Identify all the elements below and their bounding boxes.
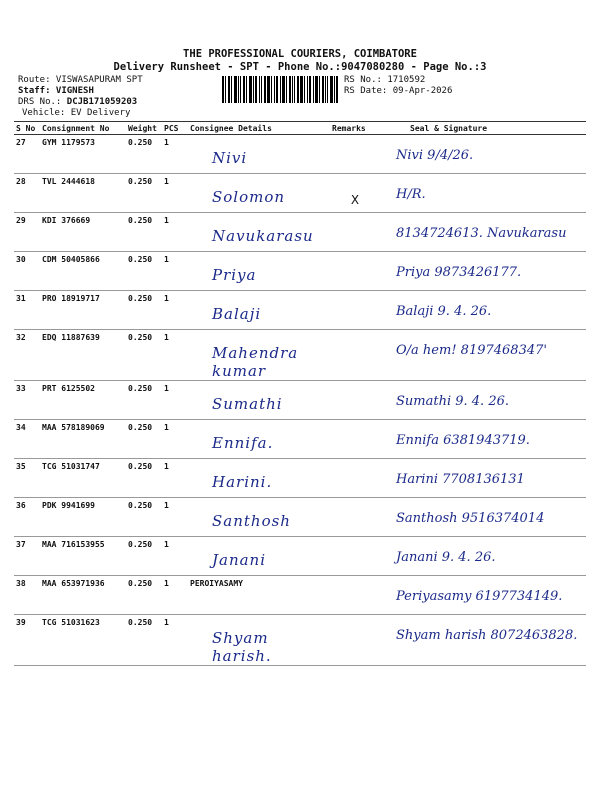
cell-sno: 28 xyxy=(14,174,40,213)
consignee-handwriting: Janani xyxy=(212,551,267,569)
signature-handwriting: Harini 7708136131 xyxy=(396,472,525,487)
cell-sno: 27 xyxy=(14,135,40,174)
header-signature: Seal & Signature xyxy=(380,122,586,135)
table-header-row xyxy=(14,122,586,135)
cell-consignee xyxy=(188,174,330,213)
table-row xyxy=(14,174,586,213)
drs-label: DRS No.: xyxy=(18,97,62,107)
consignee-handwriting: Santhosh xyxy=(212,512,291,530)
cell-consignee xyxy=(188,135,330,174)
cell-consignee xyxy=(188,498,330,537)
cell-remarks xyxy=(330,135,380,174)
cell-sno: 30 xyxy=(14,252,40,291)
header-consignee: Consignee Details xyxy=(188,122,330,135)
cell-remarks xyxy=(330,213,380,252)
cell-consignment-no: KDI 376669 xyxy=(40,213,126,252)
signature-handwriting: H/R. xyxy=(396,187,426,202)
cell-sno: 29 xyxy=(14,213,40,252)
cell-consignment-no: EDQ 11887639 xyxy=(40,330,126,381)
cell-weight: 0.250 xyxy=(126,420,162,459)
cell-pcs: 1 xyxy=(162,330,188,381)
table-row xyxy=(14,135,586,174)
table-row xyxy=(14,381,586,420)
cell-remarks xyxy=(330,291,380,330)
cell-pcs: 1 xyxy=(162,174,188,213)
signature-handwriting: O/a hem! 8197468347' xyxy=(396,343,547,358)
cell-pcs: 1 xyxy=(162,381,188,420)
consignee-handwriting: Sumathi xyxy=(212,395,283,413)
cell-pcs: 1 xyxy=(162,420,188,459)
cell-sno: 38 xyxy=(14,576,40,615)
cell-sno: 35 xyxy=(14,459,40,498)
table-row xyxy=(14,330,586,381)
cell-remarks xyxy=(330,615,380,666)
cell-sno: 32 xyxy=(14,330,40,381)
cell-signature xyxy=(380,498,586,537)
cell-remarks xyxy=(330,576,380,615)
cell-weight: 0.250 xyxy=(126,174,162,213)
company-title: THE PROFESSIONAL COURIERS, COIMBATORE xyxy=(183,48,417,60)
cell-consignee xyxy=(188,291,330,330)
cell-weight: 0.250 xyxy=(126,330,162,381)
cell-signature xyxy=(380,213,586,252)
cell-pcs: 1 xyxy=(162,615,188,666)
table-row xyxy=(14,291,586,330)
cell-weight: 0.250 xyxy=(126,291,162,330)
cell-pcs: 1 xyxy=(162,135,188,174)
cell-signature xyxy=(380,135,586,174)
signature-handwriting: Periyasamy 6197734149. xyxy=(396,589,563,604)
header-weight: Weight xyxy=(126,122,162,135)
cell-remarks xyxy=(330,381,380,420)
staff-label: Staff: VIGNESH xyxy=(18,86,94,96)
cell-sno: 31 xyxy=(14,291,40,330)
table-row xyxy=(14,576,586,615)
header-sno: S No xyxy=(14,122,40,135)
consignee-handwriting: Solomon xyxy=(212,188,286,206)
header-remarks: Remarks xyxy=(330,122,380,135)
signature-handwriting: Sumathi 9. 4. 26. xyxy=(396,394,509,409)
cell-remarks xyxy=(330,459,380,498)
cell-consignment-no: TCG 51031623 xyxy=(40,615,126,666)
consignee-handwriting: Harini. xyxy=(212,473,273,491)
signature-handwriting: Nivi 9/4/26. xyxy=(396,148,474,163)
consignee-name: PEROIYASAMY xyxy=(190,579,243,588)
signature-handwriting: Ennifa 6381943719. xyxy=(396,433,530,448)
cell-weight: 0.250 xyxy=(126,459,162,498)
cell-consignment-no: MAA 716153955 xyxy=(40,537,126,576)
vehicle-label: Vehicle: EV Delivery xyxy=(22,108,131,118)
cell-pcs: 1 xyxy=(162,291,188,330)
cell-pcs: 1 xyxy=(162,252,188,291)
table-row xyxy=(14,615,586,666)
cell-consignee xyxy=(188,252,330,291)
cell-consignee xyxy=(188,615,330,666)
rs-number: RS No.: 1710592 xyxy=(344,75,426,85)
header-consignment-no: Consignment No xyxy=(40,122,126,135)
cell-consignee xyxy=(188,381,330,420)
cell-weight: 0.250 xyxy=(126,537,162,576)
signature-handwriting: Janani 9. 4. 26. xyxy=(396,550,496,565)
remark-mark: X xyxy=(350,193,360,207)
cell-remarks xyxy=(330,537,380,576)
drs-value: DCJB171059203 xyxy=(66,97,138,107)
cell-sno: 34 xyxy=(14,420,40,459)
cell-consignment-no: MAA 578189069 xyxy=(40,420,126,459)
cell-remarks xyxy=(330,498,380,537)
cell-consignment-no: TVL 2444618 xyxy=(40,174,126,213)
cell-weight: 0.250 xyxy=(126,576,162,615)
cell-pcs: 1 xyxy=(162,498,188,537)
cell-signature xyxy=(380,615,586,666)
cell-sno: 39 xyxy=(14,615,40,666)
cell-consignment-no: PRO 18919717 xyxy=(40,291,126,330)
cell-sno: 36 xyxy=(14,498,40,537)
table-row xyxy=(14,420,586,459)
cell-weight: 0.250 xyxy=(126,135,162,174)
runsheet-subtitle: Delivery Runsheet - SPT - Phone No.:9047080280 - Page No.:3 xyxy=(113,61,487,73)
cell-signature xyxy=(380,420,586,459)
cell-sno: 37 xyxy=(14,537,40,576)
route-label: Route: VISWASAPURAM SPT xyxy=(18,75,143,85)
table-row xyxy=(14,252,586,291)
consignee-handwriting: Balaji xyxy=(212,305,262,323)
cell-weight: 0.250 xyxy=(126,498,162,537)
signature-handwriting: Priya 9873426177. xyxy=(396,265,522,280)
cell-pcs: 1 xyxy=(162,576,188,615)
cell-signature xyxy=(380,381,586,420)
table-row xyxy=(14,537,586,576)
drs-number xyxy=(18,97,137,107)
cell-weight: 0.250 xyxy=(126,213,162,252)
cell-consignee xyxy=(188,459,330,498)
cell-weight: 0.250 xyxy=(126,252,162,291)
cell-consignee xyxy=(188,420,330,459)
cell-weight: 0.250 xyxy=(126,381,162,420)
consignee-handwriting: Priya xyxy=(212,266,257,284)
cell-consignee xyxy=(188,213,330,252)
cell-signature xyxy=(380,459,586,498)
cell-weight: 0.250 xyxy=(126,615,162,666)
consignee-handwriting: Navukarasu xyxy=(212,227,314,245)
cell-consignee xyxy=(188,330,330,381)
consignee-handwriting: Nivi xyxy=(212,149,248,167)
cell-remarks xyxy=(330,330,380,381)
consignee-handwriting: Shyam harish. xyxy=(212,629,272,665)
cell-signature xyxy=(380,537,586,576)
cell-remarks xyxy=(330,174,380,213)
signature-handwriting: Balaji 9. 4. 26. xyxy=(396,304,492,319)
cell-signature xyxy=(380,252,586,291)
cell-signature xyxy=(380,576,586,615)
table-row xyxy=(14,459,586,498)
cell-consignee xyxy=(188,537,330,576)
cell-remarks xyxy=(330,252,380,291)
cell-pcs: 1 xyxy=(162,537,188,576)
cell-pcs: 1 xyxy=(162,459,188,498)
runsheet-table xyxy=(14,121,586,666)
cell-consignment-no: MAA 653971936 xyxy=(40,576,126,615)
cell-remarks xyxy=(330,420,380,459)
consignee-handwriting: Ennifa. xyxy=(212,434,274,452)
cell-pcs: 1 xyxy=(162,213,188,252)
cell-consignment-no: CDM 50405866 xyxy=(40,252,126,291)
signature-handwriting: Santhosh 9516374014 xyxy=(396,511,545,526)
rs-date: RS Date: 09-Apr-2026 xyxy=(344,86,453,96)
signature-handwriting: 8134724613. Navukarasu xyxy=(396,226,567,241)
cell-signature xyxy=(380,291,586,330)
barcode-image xyxy=(222,76,338,103)
header-pcs: PCS xyxy=(162,122,188,135)
cell-consignment-no: PRT 6125502 xyxy=(40,381,126,420)
cell-consignment-no: TCG 51031747 xyxy=(40,459,126,498)
consignee-handwriting: Mahendra kumar xyxy=(212,344,299,380)
table-row xyxy=(14,498,586,537)
cell-consignment-no: GYM 1179573 xyxy=(40,135,126,174)
cell-signature xyxy=(380,330,586,381)
cell-sno: 33 xyxy=(14,381,40,420)
cell-signature xyxy=(380,174,586,213)
cell-consignment-no: PDK 9941699 xyxy=(40,498,126,537)
cell-consignee xyxy=(188,576,330,615)
table-row xyxy=(14,213,586,252)
signature-handwriting: Shyam harish 8072463828. xyxy=(396,628,578,643)
